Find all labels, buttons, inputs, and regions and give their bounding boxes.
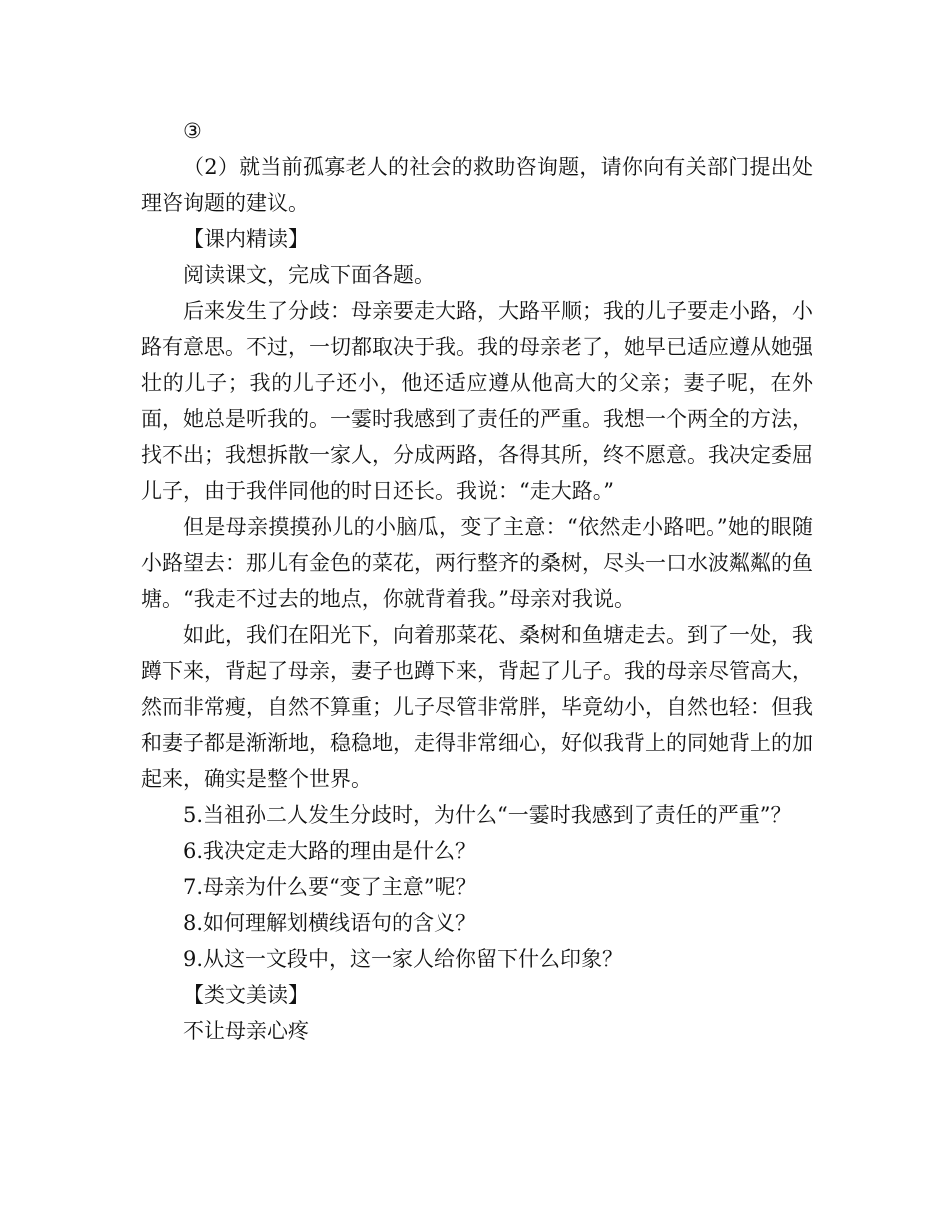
- passage-paragraph-3: 如此，我们在阳光下，向着那菜花、桑树和鱼塘走去。到了一处，我蹲下来，背起了母亲，妻子也蹲下来，背起了儿子。我的母亲尽管高大，然而非常瘦，自然不算重；儿子尽管非常胖，毕竟幼小，自然也轻：但我和妻子都是渐渐地，稳稳地，走得非常细心，好似我背上的同她背上的加起来，确实是整个世界。: [141, 623, 813, 791]
- passage-paragraph-2: 但是母亲摸摸孙儿的小脑瓜，变了主意：“依然走小路吧。”她的眼随小路望去：那儿有金色的菜花，两行整齐的桑树，尽头一口水波粼粼的鱼塘。“我走不过去的地点，你就背着我。”母亲对我说。: [141, 515, 813, 611]
- passage-paragraph-1: 后来发生了分歧：母亲要走大路，大路平顺；我的儿子要走小路，小路有意思。不过，一切都取决于我。我的母亲老了，她早已适应遵从她强壮的儿子；我的儿子还小，他还适应遵从他高大的父亲；妻子呢，在外面，她总是听我的。一霎时我感到了责任的严重。我想一个两全的方法，找不出；我想拆散一家人，分成两路，各得其所，终不愿意。我决定委屈儿子，由于我伴同他的时日还长。我说：“走大路。”: [141, 299, 813, 503]
- question-6: 6.我决定走大路的理由是什么？: [183, 839, 477, 863]
- question-9: 9.从这一文段中，这一家人给你留下什么印象？: [183, 947, 624, 971]
- circled-item-marker: ③: [183, 119, 202, 143]
- section-heading-in-class: 【课内精读】: [183, 227, 309, 251]
- reading-instruction: 阅读课文，完成下面各题。: [183, 263, 435, 287]
- question-2: （2）就当前孤寡老人的社会的救助咨询题，请你向有关部门提出处理咨询题的建议。: [141, 155, 813, 215]
- similar-text-title: 不让母亲心疼: [183, 1019, 309, 1043]
- question-5: 5.当祖孙二人发生分歧时，为什么“一霎时我感到了责任的严重”？: [183, 803, 792, 827]
- question-8: 8.如何理解划横线语句的含义？: [183, 911, 477, 935]
- document-body: [141, 113, 813, 1049]
- section-heading-similar: 【类文美读】: [183, 983, 309, 1007]
- question-7: 7.母亲为什么要“变了主意”呢？: [183, 875, 477, 899]
